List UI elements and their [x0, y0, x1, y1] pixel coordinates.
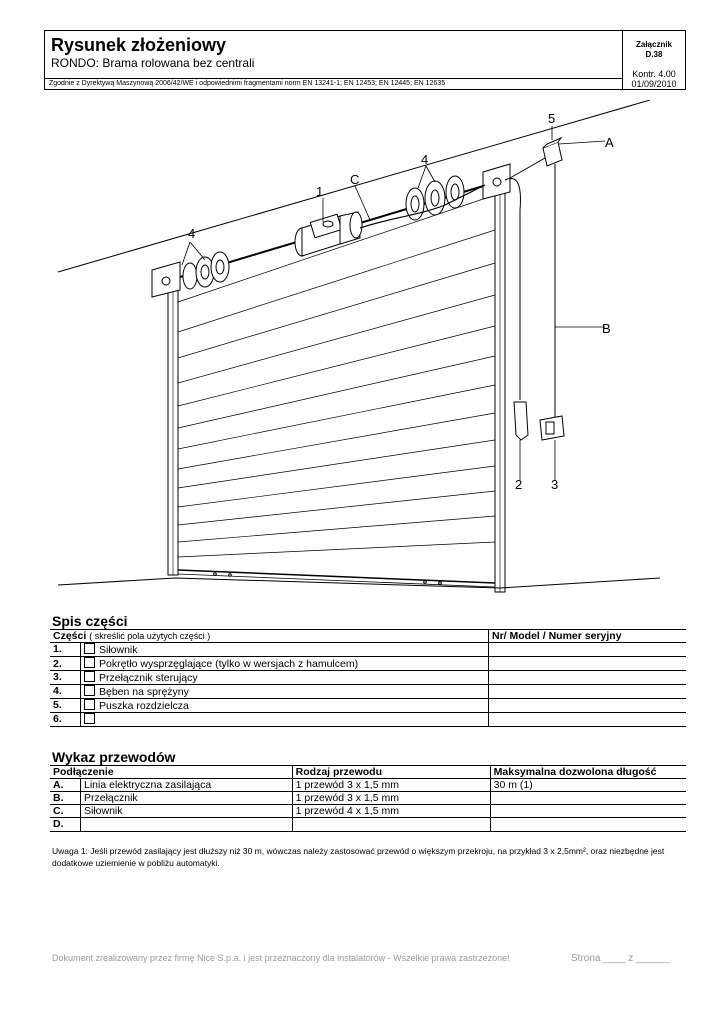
maxlen-col-header: Maksymalna dozwolona długość	[490, 766, 686, 779]
cable-maxlen	[490, 792, 686, 805]
table-row	[50, 818, 686, 832]
cable-id: A.	[50, 779, 81, 792]
part-label: Pokrętło wysprzęglające (tylko w wersjach z hamulcem)	[99, 658, 359, 670]
right-bracket	[483, 164, 510, 199]
left-spring-drums	[183, 252, 229, 289]
callout-4-right: 4	[421, 152, 429, 167]
model-field[interactable]	[489, 685, 686, 699]
release-knob	[514, 402, 528, 440]
part-checkbox[interactable]	[84, 699, 95, 710]
parts-section-title: Spis części	[52, 613, 128, 629]
table-row	[50, 643, 686, 657]
right-spring-drums	[406, 176, 464, 220]
cables-table	[50, 765, 686, 832]
model-col-header: Nr/ Model / Numer seryjny	[489, 630, 686, 643]
parts-header-row	[50, 630, 686, 643]
part-number: 1.	[50, 643, 81, 657]
part-number: 6.	[50, 713, 81, 727]
callout-b: B	[602, 321, 611, 336]
cable-type	[292, 818, 490, 832]
table-row	[50, 657, 686, 671]
connection-col-header: Podłączenie	[50, 766, 292, 779]
part-number: 5.	[50, 699, 81, 713]
model-field[interactable]	[489, 713, 686, 727]
page-number: Strona ____ z ______	[571, 953, 670, 964]
part-checkbox[interactable]	[84, 713, 95, 724]
cable-id: D.	[50, 818, 81, 832]
part-cell	[81, 671, 489, 685]
part-number: 4.	[50, 685, 81, 699]
table-row	[50, 779, 686, 792]
callout-c: C	[350, 172, 360, 187]
release-cable	[505, 178, 520, 400]
header-divider	[45, 78, 622, 79]
cable-type: 1 przewód 4 x 1,5 mm	[292, 805, 490, 818]
cable-maxlen	[490, 818, 686, 832]
part-cell	[81, 713, 489, 727]
page-title: Rysunek złożeniowy	[51, 35, 227, 55]
attachment-code: D.38	[645, 50, 663, 59]
attachment-label: Załącznik	[635, 40, 672, 49]
parts-col-hint: ( skreślić pola użytych części )	[89, 631, 211, 641]
cable-type: 1 przewód 3 x 1,5 mm	[292, 779, 490, 792]
parts-col-label: Części	[53, 630, 87, 642]
model-field[interactable]	[489, 699, 686, 713]
header-meta-block	[623, 31, 685, 89]
part-label: Bęben na sprężyny	[99, 686, 189, 698]
part-checkbox[interactable]	[84, 685, 95, 696]
type-col-header: Rodzaj przewodu	[292, 766, 490, 779]
callout-5: 5	[548, 111, 556, 126]
table-row	[50, 671, 686, 685]
table-row	[50, 699, 686, 713]
door-slats	[178, 195, 495, 557]
callout-a: A	[605, 135, 614, 150]
footer-text: Dokument zrealizowany przez firmę Nice S.p.a. i jest przeznaczony dla instalatorów - Wszelkie prawa zastrzeżone!	[52, 953, 510, 963]
parts-table	[50, 629, 686, 727]
table-row	[50, 685, 686, 699]
cable-connection: Przełącznik	[81, 792, 293, 805]
part-cell	[81, 699, 489, 713]
cable-maxlen	[490, 805, 686, 818]
callout-4-left: 4	[188, 226, 196, 241]
norms-text: Zgodnie z Dyrektywą Maszynową 2006/42/WE i odpowiednimi fragmentami norm EN 13241-1; EN 12453; EN 12445; EN 12635	[49, 80, 446, 87]
document-header	[44, 30, 686, 90]
cables-header-row	[50, 766, 686, 779]
part-checkbox[interactable]	[84, 657, 95, 668]
cable-type: 1 przewód 3 x 1,5 mm	[292, 792, 490, 805]
callout-1: 1	[316, 184, 324, 199]
cable-maxlen: 30 m (1)	[490, 779, 686, 792]
callout-2: 2	[515, 477, 523, 492]
cable-connection: Siłownik	[81, 805, 293, 818]
part-label: Siłownik	[99, 644, 138, 656]
cables-section-title: Wykaz przewodów	[52, 749, 176, 765]
part-cell	[81, 643, 489, 657]
note-text: Uwaga 1: Jeśli przewód zasilający jest dłuższy niż 30 m, wówczas należy zastosować przewód o większym przekroju, na przykład 3 x 2,5mm², oraz niezbędne jest dodatkowe uziemienie w pobliżu automatyki.	[52, 846, 665, 868]
motor	[295, 212, 362, 256]
part-cell	[81, 685, 489, 699]
parts-col-header	[50, 630, 489, 643]
part-label: Przełącznik sterujący	[99, 672, 198, 684]
page-subtitle: RONDO: Brama rolowana bez centrali	[51, 56, 255, 70]
part-checkbox[interactable]	[84, 671, 95, 682]
part-label: Puszka rozdzielcza	[99, 700, 189, 712]
left-bracket	[152, 262, 180, 297]
cable-connection	[81, 818, 293, 832]
assembly-drawing	[40, 100, 690, 600]
cable-id: C.	[50, 805, 81, 818]
part-checkbox[interactable]	[84, 643, 95, 654]
model-field[interactable]	[489, 657, 686, 671]
table-row	[50, 713, 686, 727]
part-cell	[81, 657, 489, 671]
callout-3: 3	[551, 477, 559, 492]
part-number: 2.	[50, 657, 81, 671]
header-title-block	[45, 31, 622, 79]
table-row	[50, 805, 686, 818]
cable-id: B.	[50, 792, 81, 805]
floor-line	[58, 578, 660, 588]
model-field[interactable]	[489, 671, 686, 685]
part-number: 3.	[50, 671, 81, 685]
table-row	[50, 792, 686, 805]
model-field[interactable]	[489, 643, 686, 657]
date-label: 01/09/2010	[631, 79, 677, 89]
cable-connection: Linia elektryczna zasilająca	[81, 779, 293, 792]
version-label: Kontr. 4.00	[632, 69, 676, 79]
